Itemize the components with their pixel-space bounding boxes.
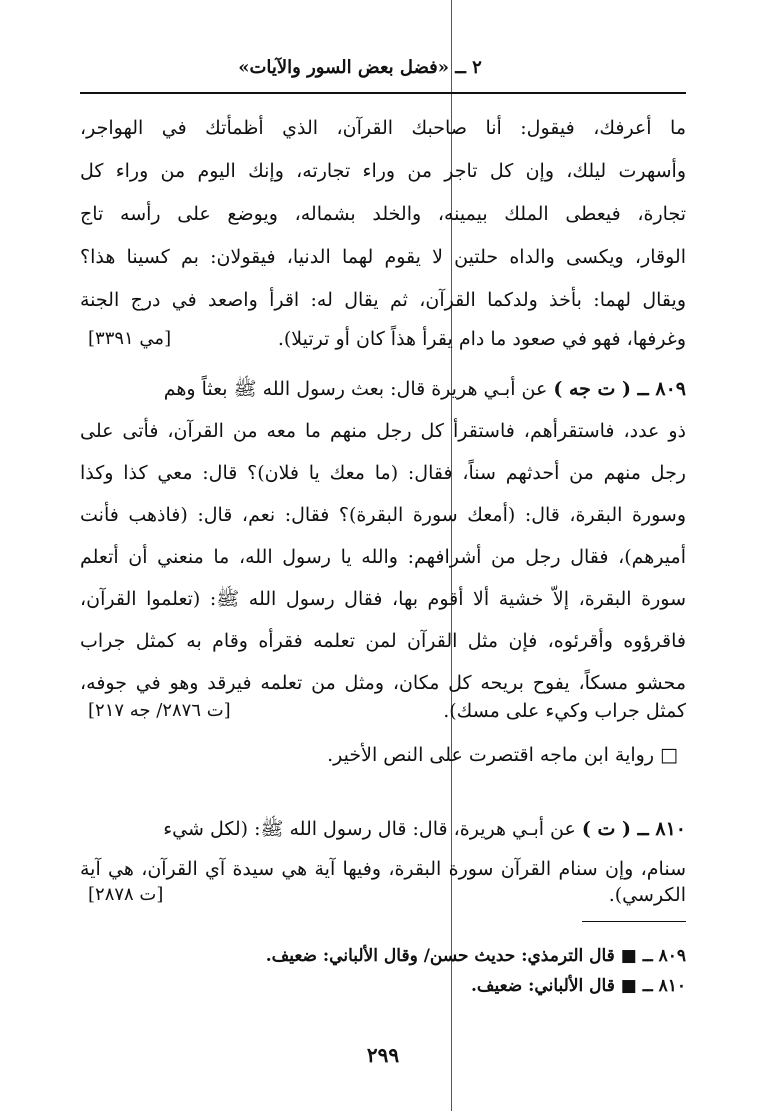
text-line: الكرسي). — [608, 884, 686, 906]
text-line: ذو عدد، فاستقرأهم، فاستقرأ كل رجل منهم ما معه من القرآن، فأتى على — [80, 420, 686, 442]
source-reference: [مي ٣٣٩١] — [88, 328, 172, 349]
text-line: عن أبـي هريرة، قال: قال رسول الله ﷺ: (لكل شيء — [163, 818, 576, 840]
text-line: فاقرؤوه وأقرئوه، فإن مثل القرآن لمن تعلمه فقرأه وقام به كمثل جراب — [80, 630, 686, 652]
text-line: رجل منهم من أحدثهم سناً، فقال: (ما معك يا فلان)؟ قال: معي كذا وكذا — [80, 462, 686, 484]
text-line: سورة البقرة، إلاّ خشية ألا أقوم بها، فقال رسول الله ﷺ: (تعلموا القرآن، — [80, 588, 686, 610]
text-line: تجارة، فيعطى الملك بيمينه، والخلد بشماله، ويوضع على رأسه تاج — [80, 203, 686, 225]
text-line: محشو مسكاً، يفوح بريحه كل مكان، ومثل من تعلمه فيرقد وهو في جوفه، — [80, 672, 686, 694]
hadith-first-line — [80, 368, 686, 410]
source-reference: [ت ٢٨٧٦/ جه ٢١٧] — [88, 700, 231, 721]
page-number: ٢٩٩ — [366, 1043, 400, 1067]
header-divider — [80, 92, 686, 94]
text-line: أميرهم)، فقال رجل من أشرافهم: والله يا رسول الله، ما منعني أن أتعلم — [80, 546, 686, 568]
hadith-number: ٨٠٩ ــ ( ت جه ) — [553, 378, 686, 400]
text-line: وأسهرت ليلك، وإن كل تاجر من وراء تجارته، وإنك اليوم من وراء كل — [80, 160, 686, 182]
footnote-divider — [582, 921, 686, 922]
footnote: ٨١٠ ــ ■ قال الألباني: ضعيف. — [470, 976, 686, 996]
source-reference: [ت ٢٨٧٨] — [88, 884, 164, 905]
text-line: عن أبـي هريرة قال: بعث رسول الله ﷺ بعثاً وهم — [163, 378, 548, 400]
text-line: ويقال لهما: بأخذ ولدكما القرآن، ثم يقال له: اقرأ واصعد في درج الجنة — [80, 289, 686, 311]
hadith-first-line — [80, 808, 686, 850]
text-line: كمثل جراب وكيء على مسك). — [443, 700, 686, 722]
running-header: ٢ ــ «فضل بعض السور والآيات» — [238, 57, 482, 78]
narration-note: □ رواية ابن ماجه اقتصرت على النص الأخير. — [327, 744, 678, 766]
text-line: وسورة البقرة، قال: (أمعك سورة البقرة)؟ فقال: نعم، قال: (فاذهب فأنت — [80, 504, 686, 526]
hadith-number: ٨١٠ ــ ( ت ) — [581, 818, 686, 840]
text-line: وغرفها، فهو في صعود ما دام يقرأ هذاً كان أو ترتيلا). — [277, 328, 686, 350]
footnote: ٨٠٩ ــ ■ قال الترمذي: حديث حسن/ وقال الألباني: ضعيف. — [265, 946, 686, 966]
text-line: الوقار، ويكسى والداه حلتين لا يقوم لهما الدنيا، فيقولان: بم كسينا هذا؟ — [80, 246, 686, 268]
text-line: سنام، وإن سنام القرآن سورة البقرة، وفيها آية هي سيدة آي القرآن، هي آية — [80, 858, 686, 880]
text-line: ما أعرفك، فيقول: أنا صاحبك القرآن، الذي أظمأتك في الهواجر، — [80, 117, 686, 139]
